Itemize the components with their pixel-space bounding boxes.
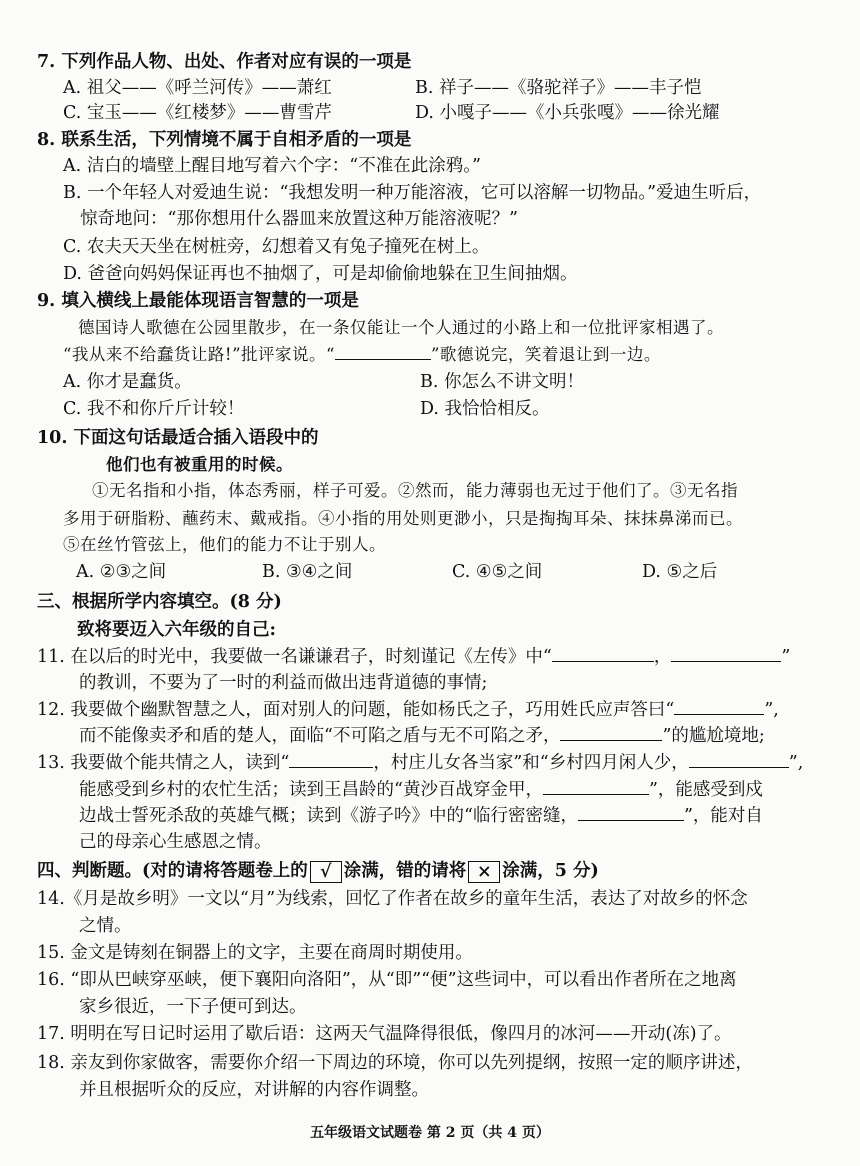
q9-passage-quote: “我从来不给蠢货让路!”批评家说。“ (63, 345, 335, 364)
q11-comma: ， (653, 647, 672, 667)
q12-line2 (79, 724, 765, 748)
q11-line1 (37, 645, 790, 669)
q9-option-c: C. 我不和你斤斤计较！ (63, 399, 245, 419)
section3-intro: 致将要迈入六年级的自己: (77, 620, 276, 640)
check-mark-box: √ (310, 861, 342, 883)
q10-stem: 10. 下面这句话最适合插入语段中的 (37, 428, 319, 448)
cross-mark-box: × (468, 861, 500, 883)
q12-line1 (37, 698, 779, 722)
q9-passage-tail: ”歌德说完，笑着退让到一边。 (430, 345, 661, 364)
q13-mid: ，村庄儿女各当家”和“乡村四月闲人少， (373, 753, 689, 773)
q10-option-c: C. ④⑤之间 (452, 562, 543, 582)
q13-text-3: 边战士誓死杀敌的英雄气概；读到《游子吟》中的“临行密密缝， (79, 806, 578, 826)
q9-stem: 9. 填入横线上最能体现语言智慧的一项是 (37, 291, 359, 311)
q7-stem: 7. 下列作品人物、出处、作者对应有误的一项是 (37, 52, 412, 72)
q13-blank-3 (543, 778, 649, 795)
q9-blank (335, 343, 431, 360)
q8-stem: 8. 联系生活，下列情境不属于自相矛盾的一项是 (37, 130, 412, 150)
q11-blank-2 (671, 645, 781, 662)
q12-tail: ”的尴尬境地; (662, 726, 765, 746)
q13-line1 (37, 751, 803, 775)
q8-option-c: C. 农夫天天坐在树桩旁，幻想着又有兔子撞死在树上。 (63, 237, 490, 257)
q11-blank-1 (552, 645, 654, 662)
page-footer: 五年级语文试题卷 第 2 页（共 4 页） (310, 1125, 550, 1141)
q13-blank-2 (689, 751, 789, 768)
q13-text: 13. 我要做个能共情之人，读到“ (37, 753, 290, 773)
q18-line1: 18. 亲友到你家做客，需要你介绍一下周边的环境，你可以先列提纲，按照一定的顺序讲述， (37, 1053, 753, 1073)
q13-tail-3: ”，能对自 (683, 806, 763, 826)
q10-passage-line3: ⑤在丝竹管弦上，他们的能力不让于别人。 (63, 535, 386, 554)
q7-option-c: C. 宝玉——《红楼梦》——曹雪芹 (63, 103, 332, 123)
q18-line2: 并且根据听众的反应，对讲解的内容作调整。 (79, 1080, 429, 1100)
q17-line1: 17. 明明在写日记时运用了歇后语：这两天气温降得很低，像四月的冰河——开动(冻)了。 (37, 1024, 732, 1044)
q8-option-d: D. 爸爸向妈妈保证再也不抽烟了，可是却偷偷地躲在卫生间抽烟。 (63, 264, 578, 284)
q11-quote-end: ” (781, 647, 791, 667)
q12-quote-end: ”, (764, 700, 779, 720)
q12-text-2: 而不能像卖矛和盾的楚人，面临“不可陷之盾与无不可陷之矛， (79, 726, 561, 746)
q12-blank-1 (674, 698, 764, 715)
q10-passage-line1: ①无名指和小指，体态秀丽，样子可爱。②然而，能力薄弱也无过于他们了。③无名指 (92, 481, 738, 500)
q13-text-2: 能感受到乡村的农忙生活；读到王昌龄的“黄沙百战穿金甲， (79, 780, 543, 800)
q16-line1: 16. “即从巴峡穿巫峡，便下襄阳向洛阳”，从“即”“便”这些词中，可以看出作者所在之地离 (37, 970, 737, 990)
q13-blank-1 (289, 751, 373, 768)
q14-line2: 之情。 (79, 916, 132, 936)
q13-quote-end: ”, (788, 753, 804, 773)
section4-title-b: 涂满，错的请将 (343, 861, 467, 881)
q14-line1: 14.《月是故乡明》一文以“月”为线索，回忆了作者在故乡的童年生活，表达了对故乡的怀念 (37, 889, 748, 909)
section4-title-c: 涂满，5 分) (502, 861, 599, 881)
q11-line2: 的教训，不要为了一时的利益而做出违背道德的事情; (79, 673, 488, 693)
q12-blank-2 (560, 724, 662, 741)
q8-option-a: A. 洁白的墙壁上醒目地写着六个字：“不准在此涂鸦。” (63, 156, 481, 176)
q9-option-a: A. 你才是蠢货。 (63, 372, 192, 392)
q12-text: 12. 我要做个幽默智慧之人，面对别人的问题，能如杨氏之子，巧用姓氏应声答曰“ (37, 700, 675, 720)
q13-line3 (79, 804, 763, 828)
section4-title-a: 四、判断题。(对的请将答题卷上的 (37, 861, 308, 881)
q8-option-b-line2: 惊奇地问：“那你想用什么器皿来放置这种万能溶液呢？” (80, 209, 518, 229)
q8-option-b-line1: B. 一个年轻人对爱迪生说：“我想发明一种万能溶液，它可以溶解一切物品。”爱迪生听后， (63, 183, 762, 203)
q11-text: 11. 在以后的时光中，我要做一名谦谦君子，时刻谨记《左传》中“ (37, 647, 552, 667)
q16-line2: 家乡很近，一下子便可到达。 (79, 997, 307, 1017)
q10-passage-line2: 多用于研脂粉、蘸药末、戴戒指。④小指的用处则更渺小，只是掏掏耳朵、抹抹鼻涕而已。 (63, 509, 743, 528)
q9-option-d: D. 我恰恰相反。 (420, 399, 550, 419)
q10-option-d: D. ⑤之后 (642, 562, 718, 582)
q13-line2 (79, 778, 763, 802)
q13-blank-4 (578, 804, 684, 821)
q7-option-d: D. 小嘎子——《小兵张嘎》——徐光耀 (415, 103, 720, 123)
q9-option-b: B. 你怎么不讲文明！ (420, 372, 584, 392)
q7-option-a: A. 祖父——《呼兰河传》——萧红 (63, 78, 332, 98)
section3-title: 三、根据所学内容填空。(8 分) (37, 592, 282, 612)
q7-option-b: B. 祥子——《骆驼祥子》——丰子恺 (415, 78, 702, 98)
q10-option-a: A. ②③之间 (76, 562, 167, 582)
q15-line1: 15. 金文是铸刻在铜器上的文字，主要在商周时期使用。 (37, 943, 473, 963)
q13-line4: 己的母亲心生感恩之情。 (79, 832, 272, 852)
q13-tail-2: ”，能感受到戍 (648, 780, 763, 800)
q9-passage-line1: 德国诗人歌德在公园里散步，在一条仅能让一个人通过的小路上和一位批评家相遇了。 (78, 318, 724, 337)
q10-option-b: B. ③④之间 (262, 562, 353, 582)
q10-sentence: 他们也有被重用的时候。 (106, 455, 293, 474)
q9-passage-line2 (63, 343, 661, 367)
section4-title (37, 859, 599, 883)
